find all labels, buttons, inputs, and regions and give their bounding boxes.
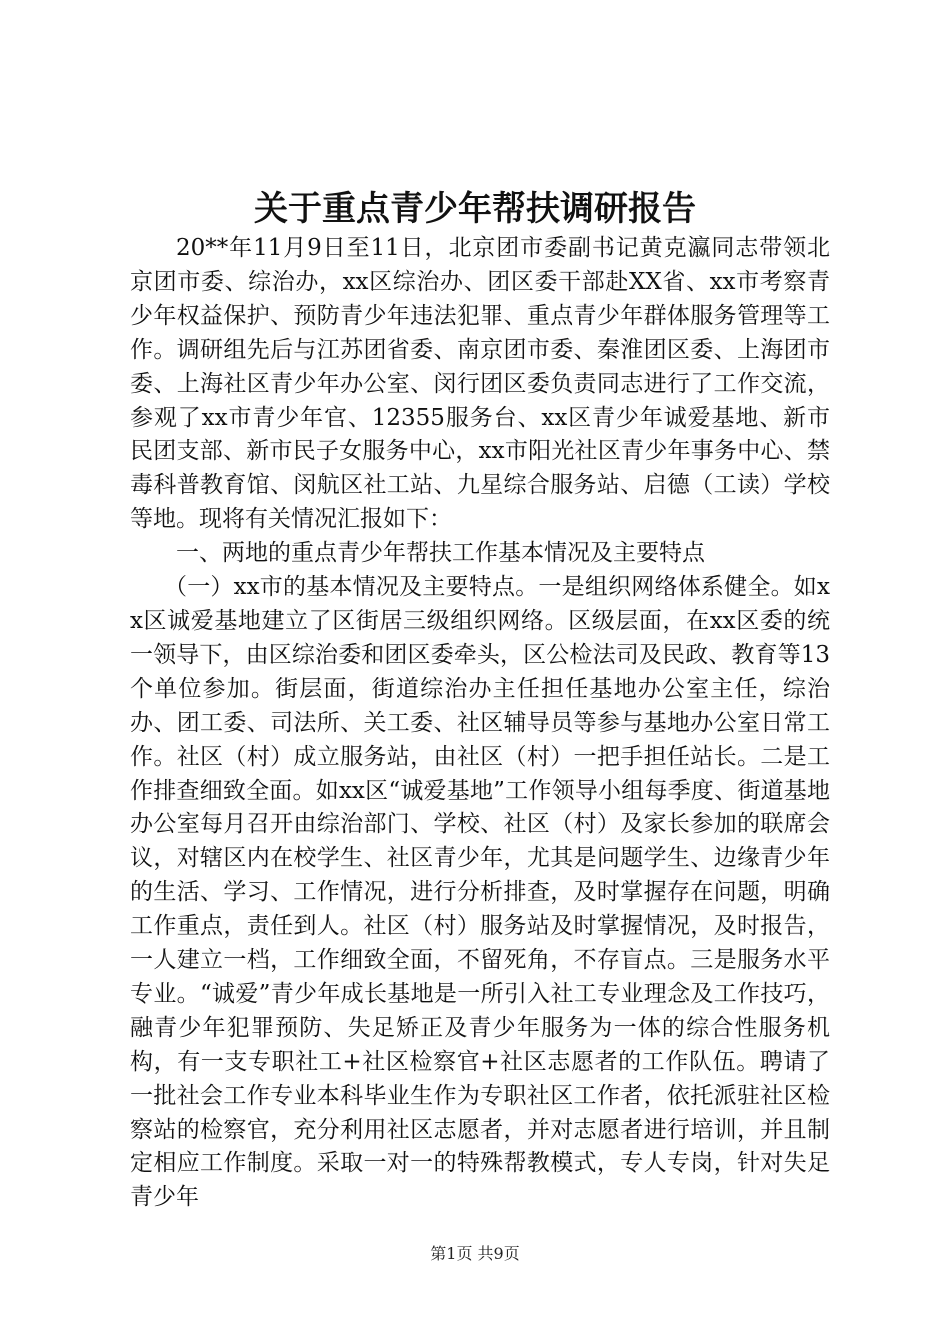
subsection-paragraph: （一）xx市的基本情况及主要特点。一是组织网络体系健全。如xx区诚爱基地建立了区街居三级组织网络。区级层面，在xx区委的统一领导下，由区综治委和团区委牵头，区公检法司及民政、教育等13个单位参加。街层面，街道综治办主任担任基地办公室主任，综治办、团工委、司法所、关工委、社区辅导员等参与基地办公室日常工作。社区（村）成立服务站，由社区（村）一把手担任站长。二是工作排查细致全面。如xx区“诚爱基地”工作领导小组每季度、街道基地办公室每月召开由综治部门、学校、社区（村）及家长参加的联席会议，对辖区内在校学生、社区青少年，尤其是问题学生、边缘青少年的生活、学习、工作情况，进行分析排查，及时掌握存在问题，明确工作重点，责任到人。社区（村）服务站及时掌握情况，及时报告，一人建立一档，工作细致全面，不留死角，不存盲点。三是服务水平专业。“诚爱”青少年成长基地是一所引入社工专业理念及工作技巧，融青少年犯罪预防、失足矫正及青少年服务为一体的综合性服务机构，有一支专职社工+社区检察官+社区志愿者的工作队伍。聘请了一批社会工作专业本科毕业生作为专职社区工作者，依托派驻社区检察站的检察官，充分利用社区志愿者，并对志愿者进行培训，并且制定相应工作制度。采取一对一的特殊帮教模式，专人专岗，针对失足青少年: [130, 574, 830, 1211]
document-body: [130, 232, 830, 1215]
section-heading: 一、两地的重点青少年帮扶工作基本情况及主要特点: [176, 540, 705, 567]
page-footer: 第1页 共9页: [430, 1244, 520, 1263]
intro-paragraph: 20**年11月9日至11日，北京团市委副书记黄克瀛同志带领北京团市委、综治办，xx区综治办、团区委干部赴XX省、xx市考察青少年权益保护、预防青少年违法犯罪、重点青少年群体服务管理等工作。调研组先后与江苏团省委、南京团市委、秦淮团区委、上海团市委、上海社区青少年办公室、闵行团区委负责同志进行了工作交流，参观了xx市青少年官、12355服务台、xx区青少年诚爱基地、新市民团支部、新市民子女服务中心，xx市阳光社区青少年事务中心、禁毒科普教育馆、闵航区社工站、九星综合服务站、启德（工读）学校等地。现将有关情况汇报如下：: [130, 235, 830, 533]
document-title: 关于重点青少年帮扶调研报告: [254, 189, 696, 229]
